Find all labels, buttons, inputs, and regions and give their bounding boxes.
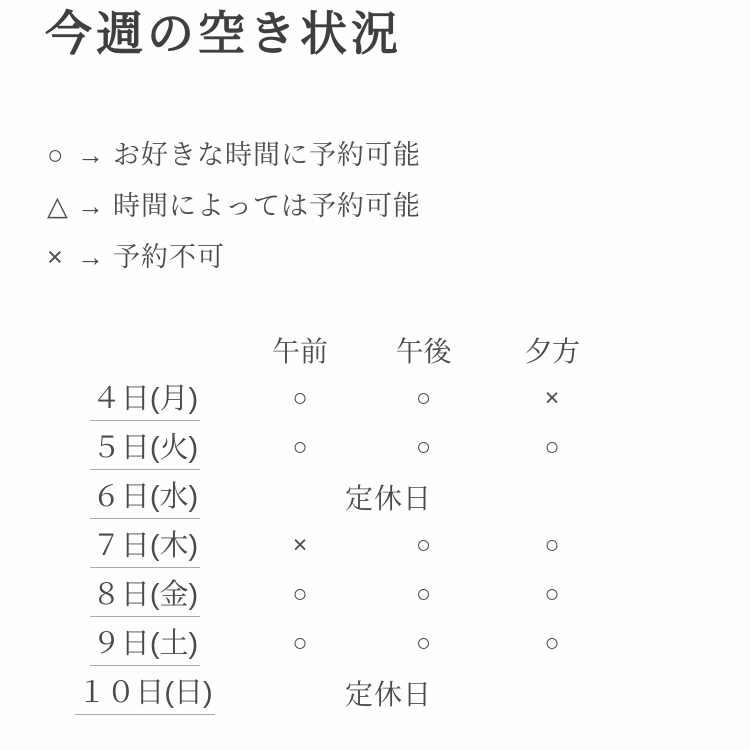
availability-mark: ○ (292, 433, 308, 461)
table-corner-empty (45, 325, 245, 374)
legend (47, 130, 750, 283)
date-link-10-sun[interactable]: １０日(日) (75, 670, 214, 715)
date-link-9-sat[interactable]: ９日(土) (90, 621, 200, 666)
arrow-right-icon: → (77, 140, 105, 170)
column-header-evening: 夕方 (523, 335, 580, 367)
availability-mark: ○ (415, 531, 432, 559)
table-row-date-cell (45, 472, 245, 521)
column-header-morning: 午前 (271, 335, 328, 367)
availability-mark: ○ (415, 384, 432, 412)
legend-item-label: 予約不可 (113, 242, 225, 272)
date-link-4-mon[interactable]: ４日(月) (90, 376, 200, 421)
legend-item-label: お好きな時間に予約可能 (113, 140, 421, 170)
table-row-date-cell (45, 521, 245, 570)
availability-mark: ○ (415, 433, 432, 461)
closed-day-label: 定休日 (345, 482, 433, 514)
table-row-date-cell (45, 423, 245, 472)
legend-item-partial (47, 181, 750, 232)
availability-table (45, 325, 750, 717)
triangle-symbol: △ (47, 191, 69, 221)
arrow-right-icon: → (77, 191, 105, 221)
availability-mark: ○ (544, 433, 560, 461)
date-link-6-wed[interactable]: ６日(水) (90, 474, 200, 519)
legend-item-unavailable (47, 232, 750, 283)
availability-mark: × (544, 384, 560, 412)
availability-mark: ○ (292, 629, 308, 657)
availability-mark: ○ (544, 629, 560, 657)
availability-mark: × (292, 531, 308, 559)
column-header-afternoon: 午後 (395, 335, 452, 367)
table-row-date-cell (45, 619, 245, 668)
legend-item-label: 時間によっては予約可能 (113, 191, 421, 221)
legend-item-available (47, 130, 750, 181)
date-link-8-fri[interactable]: ８日(金) (90, 572, 200, 617)
availability-mark: ○ (544, 531, 560, 559)
page-title: 今週の空き状況 (45, 7, 402, 60)
circle-symbol: ○ (47, 140, 65, 170)
availability-mark: ○ (292, 384, 308, 412)
table-row-date-cell (45, 570, 245, 619)
date-link-7-thu[interactable]: ７日(木) (90, 523, 200, 568)
arrow-right-icon: → (77, 242, 105, 272)
availability-mark: ○ (415, 580, 432, 608)
date-link-5-tue[interactable]: ５日(火) (90, 425, 200, 470)
closed-day-label: 定休日 (345, 678, 433, 710)
table-row-date-cell (45, 668, 245, 717)
availability-mark: ○ (544, 580, 560, 608)
cross-symbol: × (47, 242, 64, 272)
availability-mark: ○ (415, 629, 432, 657)
availability-mark: ○ (292, 580, 308, 608)
table-row-date-cell (45, 374, 245, 423)
